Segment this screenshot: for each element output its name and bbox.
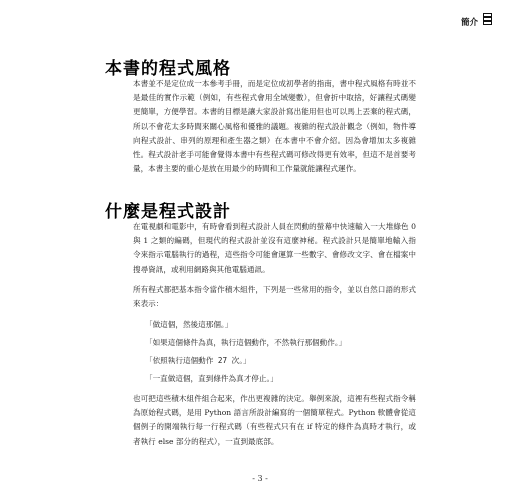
paragraph-programming-intro: 在電視劇和電影中，有時會看到程式設計人員在閃動的螢幕中快速輸入一大堆綠色 0 與 1 之類的編碼，但現代的程式設計並沒有這麼神秘。程式設計只是簡單地輸入指令來指示電腦執行的過程，這些指令可能會運算一些數字、會修改文字、會在檔案中搜尋資訊，或利用網路與其他電腦通訊。 — [133, 222, 416, 274]
paragraph-style: 本書並不是定位成一本參考手冊，而是定位成初學者的指南，書中程式風格有時並不是最佳的實作示範（例如，有些程式會用全域變數），但會折中取捨，好讓程式碼變更簡單，方便學習。本書的目標是讓大家設計寫出能用但也可以馬上丟棄的程式碼，所以不會花太多時間來關心風格和優雅的議題。複雜的程式設計觀念（例如，物件導向程式設計、串列的原理和產生器之類）在本書中不會介紹。因為會增加太多複雜性。程式設計老手可能會覺得本書中有些程式碼可修改得更有效率，但這不是首要考量，本書主要的重心是放在用最少的時間和工作量就能讓程式運作。 — [133, 79, 416, 174]
paragraph-combination: 也可把這些積木組件組合起來，作出更複雜的決定。舉例來說，這裡有些程式指令稱為原始程式碼，是用 Python 語言所設計編寫的一個簡單程式。Python 軟體會從這個例子的開端執行每一行程式碼（有些程式只有在 if 特定的條件為真時才執行，或者執行 else 部分的程式），一直到最底部。 — [133, 394, 416, 446]
example-instruction: 「做這個，然後這那個。」 — [145, 320, 233, 329]
section-title-style: 本書的程式風格 — [105, 59, 231, 79]
page-number: - 3 - — [252, 474, 268, 483]
running-header-label: 簡介 — [461, 18, 479, 28]
example-instruction: 「如果這個條件為真，執行這個動作，不然執行那個動作。」 — [145, 338, 347, 347]
book-icon — [483, 13, 492, 25]
example-instruction: 「一直做這個，直到條件為真才停止。」 — [145, 374, 278, 383]
paragraph-instructions: 所有程式都把基本指令當作積木組件，下列是一些常用的指令，並以自然口語的形式來表示： — [133, 285, 416, 309]
section-title-programming: 什麼是程式設計 — [105, 202, 231, 222]
example-instruction: 「依照執行這個動作 27 次。」 — [145, 356, 251, 365]
